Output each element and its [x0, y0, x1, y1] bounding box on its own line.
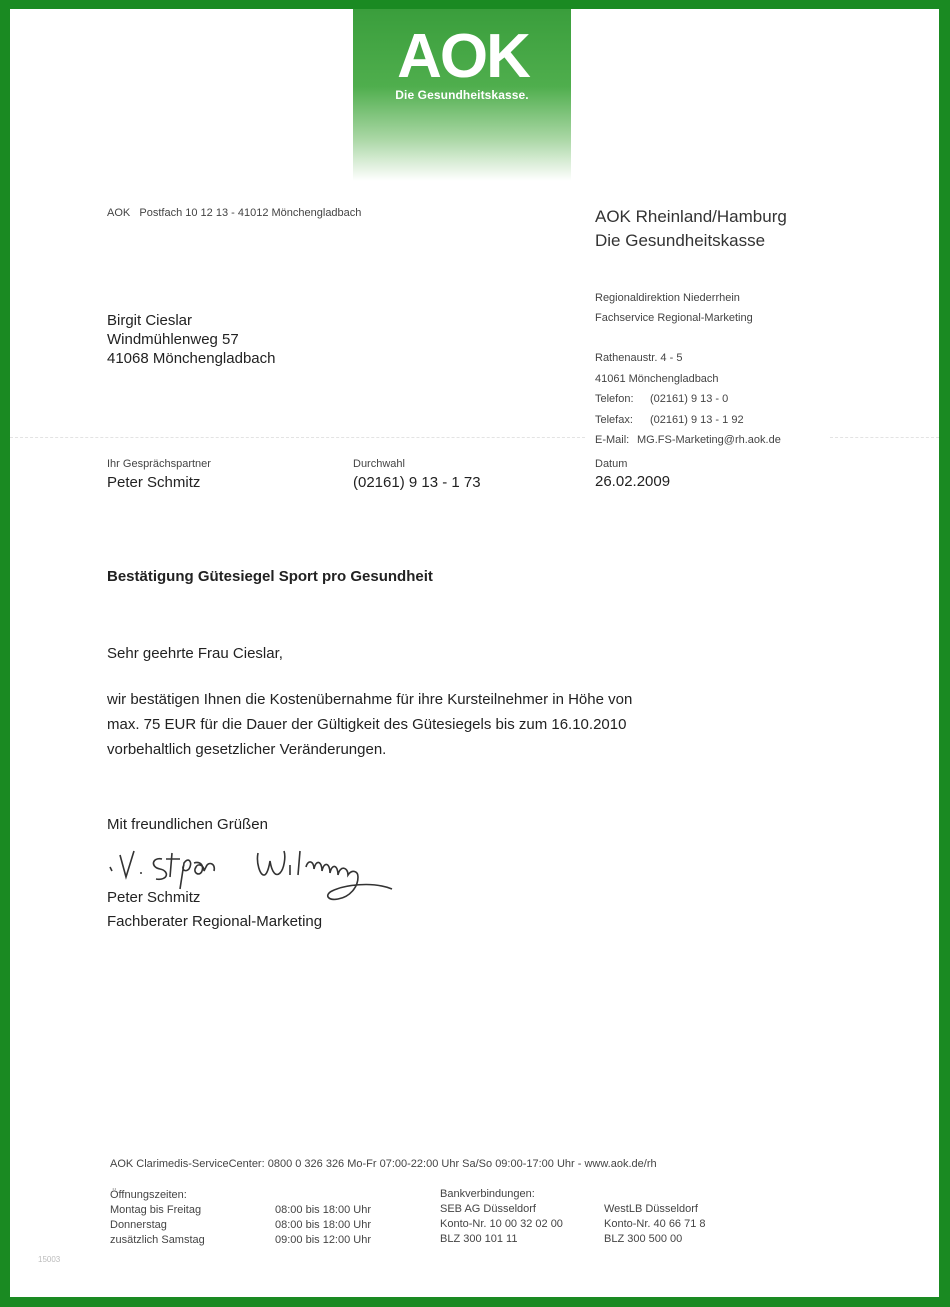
org-department: Fachservice Regional-Marketing	[595, 312, 753, 324]
footer-bank1	[440, 1187, 563, 1247]
aok-logo	[353, 9, 571, 181]
letter-body	[107, 687, 632, 762]
aok-logo-icon	[393, 23, 533, 85]
recipient-name: Birgit Cieslar	[107, 312, 193, 329]
fold-mark-right	[830, 437, 939, 438]
hours-time: 09:00 bis 12:00 Uhr	[275, 1234, 372, 1246]
contact-label: Ihr Gesprächspartner	[107, 458, 211, 470]
org-phone: (02161) 9 13 - 0	[650, 393, 729, 405]
body-line: wir bestätigen Ihnen die Kostenübernahme für ihre Kursteilnehmer in Höhe von	[107, 691, 633, 708]
date-label: Datum	[595, 458, 628, 470]
org-email-label: E-Mail:	[595, 434, 630, 446]
extension-label: Durchwahl	[353, 458, 405, 470]
signer-name: Peter Schmitz	[107, 889, 201, 906]
hours-day: Donnerstag	[110, 1219, 167, 1231]
recipient-street: Windmühlenweg 57	[107, 331, 239, 348]
org-fax: (02161) 9 13 - 1 92	[650, 414, 744, 426]
bank1-account: Konto-Nr. 10 00 32 02 00	[440, 1218, 563, 1230]
bank2-blz: BLZ 300 500 00	[604, 1233, 683, 1245]
bank1-blz: BLZ 300 101 11	[440, 1233, 518, 1245]
org-phone-label: Telefon:	[595, 393, 634, 405]
form-code: 15003	[38, 1255, 61, 1264]
body-line: vorbehaltlich gesetzlicher Veränderungen.	[107, 741, 387, 758]
bank-label: Bankverbindungen:	[440, 1188, 535, 1200]
org-street: Rathenaustr. 4 - 5	[595, 352, 683, 364]
extension-value: (02161) 9 13 - 1 73	[353, 474, 481, 491]
letter-closing: Mit freundlichen Grüßen	[107, 816, 268, 833]
hours-day: Montag bis Freitag	[110, 1204, 202, 1216]
contact-name: Peter Schmitz	[107, 474, 201, 491]
org-subtitle: Die Gesundheitskasse	[595, 231, 766, 250]
fold-mark-left	[10, 437, 585, 438]
signer-title: Fachberater Regional-Marketing	[107, 913, 323, 930]
org-city: 41061 Mönchengladbach	[595, 373, 719, 385]
org-email[interactable]: MG.FS-Marketing@rh.aok.de	[637, 434, 781, 446]
footer-service-line: AOK Clarimedis-ServiceCenter: 0800 0 326 326 Mo-Fr 07:00-22:00 Uhr Sa/So 09:00-17:00 Uhr - www.aok.de/rh	[110, 1158, 657, 1170]
hours-time: 08:00 bis 18:00 Uhr	[275, 1219, 372, 1231]
bank2-account: Konto-Nr. 40 66 71 8	[604, 1218, 706, 1230]
footer-hours	[110, 1188, 205, 1248]
sender-line	[107, 207, 361, 219]
letter-salutation: Sehr geehrte Frau Cieslar,	[107, 645, 283, 662]
aok-logo-wordmark: AOK	[397, 23, 529, 85]
footer-hours-times	[275, 1203, 371, 1248]
bank2-name: WestLB Düsseldorf	[604, 1203, 698, 1215]
letter-page	[10, 9, 939, 1297]
signature-text: i. V. Stefan Willems	[106, 845, 115, 846]
org-name: AOK Rheinland/Hamburg	[595, 207, 787, 226]
hours-day: zusätzlich Samstag	[110, 1234, 205, 1246]
body-line: max. 75 EUR für die Dauer der Gültigkeit des Gütesiegels bis zum 16.10.2010	[107, 716, 627, 733]
date-value: 26.02.2009	[595, 473, 671, 490]
letter-subject: Bestätigung Gütesiegel Sport pro Gesundheit	[107, 568, 433, 585]
footer-bank2	[604, 1202, 706, 1247]
recipient-city: 41068 Mönchengladbach	[107, 350, 276, 367]
logo-tagline: Die Gesundheitskasse.	[395, 88, 529, 102]
hours-time: 08:00 bis 18:00 Uhr	[275, 1204, 372, 1216]
sender-address: Postfach 10 12 13 - 41012 Mönchengladbach	[139, 207, 362, 219]
org-fax-label: Telefax:	[595, 414, 633, 426]
sender-org: AOK	[107, 207, 131, 219]
bank1-name: SEB AG Düsseldorf	[440, 1203, 536, 1215]
org-division: Regionaldirektion Niederrhein	[595, 292, 740, 304]
hours-label: Öffnungszeiten:	[110, 1189, 187, 1201]
